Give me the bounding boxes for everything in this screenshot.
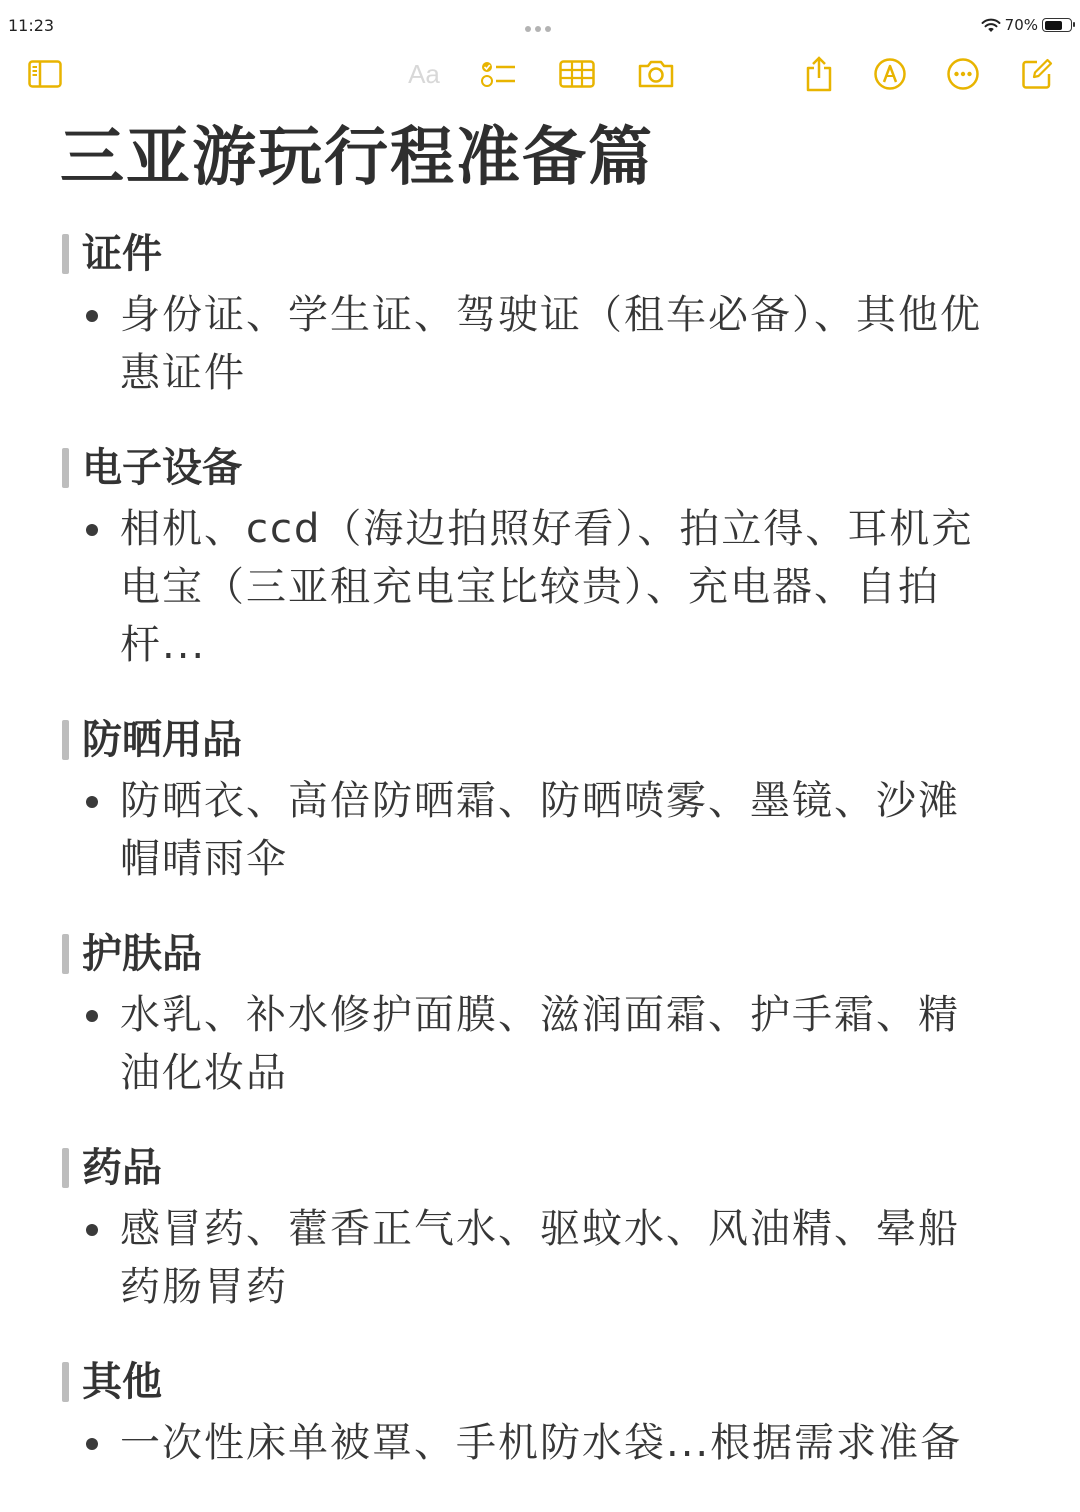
sidebar-icon <box>28 60 62 88</box>
bullet-icon <box>86 1010 98 1022</box>
multitasking-dots-icon[interactable] <box>525 26 551 32</box>
bullet-icon <box>86 310 98 322</box>
list-item[interactable] <box>60 1200 1020 1316</box>
camera-button[interactable] <box>634 52 678 96</box>
note-section <box>60 442 1020 674</box>
list-item[interactable] <box>60 500 1020 674</box>
section-heading[interactable]: 电子设备 <box>60 442 1020 494</box>
bullet-icon <box>86 1224 98 1236</box>
more-options-button[interactable] <box>941 52 985 96</box>
status-bar <box>0 0 1080 44</box>
bullet-list <box>60 286 1020 402</box>
note-body[interactable] <box>60 118 1020 1512</box>
list-item-text: 一次性床单被罩、手机防水袋...根据需求准备 <box>120 1420 963 1466</box>
note-toolbar <box>0 52 1080 96</box>
section-heading[interactable]: 其他 <box>60 1356 1020 1408</box>
bullet-icon <box>86 524 98 536</box>
section-heading[interactable]: 药品 <box>60 1142 1020 1194</box>
list-item-text: 相机、ccd（海边拍照好看）、拍立得、耳机充电宝（三亚租充电宝比较贵）、充电器、自拍杆... <box>120 506 974 668</box>
section-heading[interactable]: 护肤品 <box>60 928 1020 980</box>
format-button[interactable] <box>400 52 448 96</box>
compose-icon <box>1021 58 1053 90</box>
table-icon <box>559 60 595 88</box>
new-note-button[interactable] <box>1015 52 1059 96</box>
list-item-text: 水乳、补水修护面膜、滋润面霜、护手霜、精油化妆品 <box>120 992 960 1096</box>
camera-icon <box>637 59 675 89</box>
section-heading[interactable]: 防晒用品 <box>60 714 1020 766</box>
format-label: Aa <box>408 58 440 89</box>
bullet-list <box>60 986 1020 1102</box>
bullet-list <box>60 500 1020 674</box>
table-button[interactable] <box>555 52 599 96</box>
list-item[interactable] <box>60 286 1020 402</box>
bullet-list <box>60 1200 1020 1316</box>
share-button[interactable] <box>797 52 841 96</box>
share-icon <box>804 56 834 92</box>
bullet-list <box>60 772 1020 888</box>
wifi-icon <box>981 18 1001 33</box>
battery-level <box>1045 21 1063 30</box>
bullet-icon <box>86 1438 98 1450</box>
battery-icon <box>1042 18 1072 32</box>
list-item[interactable] <box>60 986 1020 1102</box>
note-section <box>60 928 1020 1102</box>
note-section <box>60 1142 1020 1316</box>
bullet-icon <box>86 796 98 808</box>
status-time: 11:23 <box>8 16 55 35</box>
status-indicators <box>981 16 1072 34</box>
more-icon <box>946 57 980 91</box>
note-title[interactable]: 三亚游玩行程准备篇 <box>60 121 654 195</box>
markup-button[interactable] <box>868 52 912 96</box>
markup-pen-icon <box>873 57 907 91</box>
bullet-list <box>60 1414 1020 1472</box>
sidebar-toggle-button[interactable] <box>23 52 67 96</box>
note-section <box>60 714 1020 888</box>
list-item-text: 感冒药、藿香正气水、驱蚊水、风油精、晕船药肠胃药 <box>120 1206 960 1310</box>
list-item[interactable] <box>60 772 1020 888</box>
checklist-icon <box>481 59 517 89</box>
section-heading[interactable]: 证件 <box>60 228 1020 280</box>
note-section <box>60 1356 1020 1472</box>
list-item-text: 身份证、学生证、驾驶证（租车必备）、其他优惠证件 <box>120 292 982 396</box>
battery-percent: 70% <box>1004 16 1038 34</box>
checklist-button[interactable] <box>477 52 521 96</box>
list-item[interactable] <box>60 1414 1020 1472</box>
list-item-text: 防晒衣、高倍防晒霜、防晒喷雾、墨镜、沙滩帽晴雨伞 <box>120 778 960 882</box>
note-section <box>60 228 1020 402</box>
